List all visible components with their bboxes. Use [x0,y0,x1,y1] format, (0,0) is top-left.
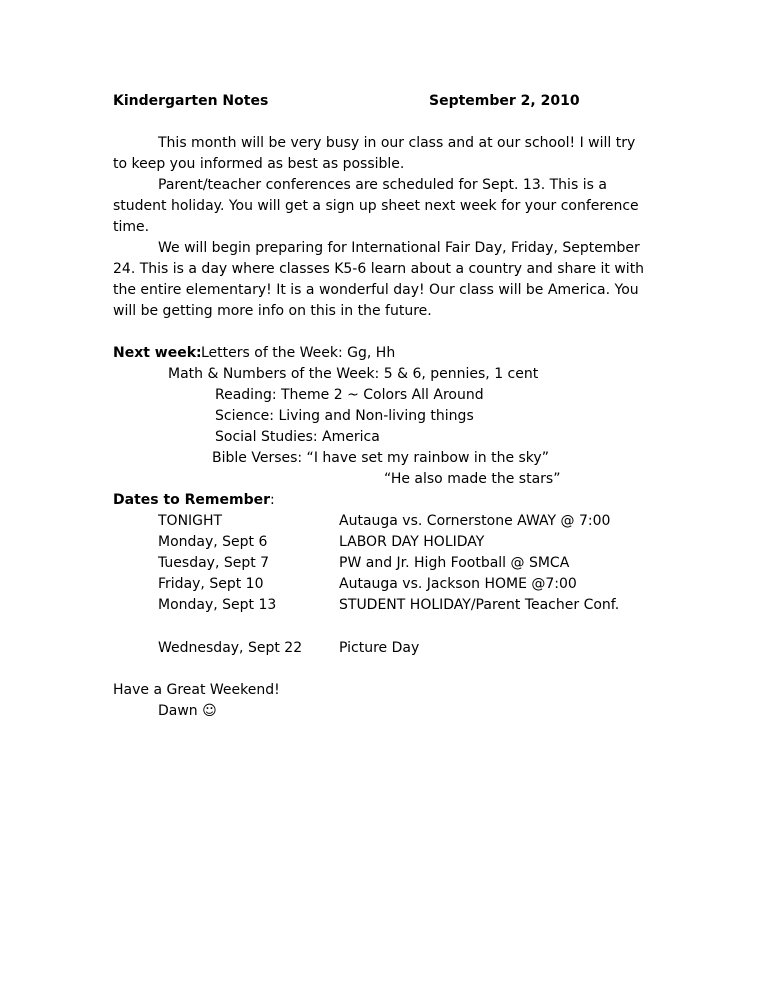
paragraph-line: to keep you informed as best as possible. [113,156,405,172]
paragraph-line: student holiday. You will get a sign up sheet next week for your conference [113,198,639,214]
signature: Dawn ☺ [158,703,217,719]
paragraph-line: This month will be very busy in our class and at our school! I will try [158,135,636,151]
date-row-day: Wednesday, Sept 22 [158,640,303,656]
science-topic: Science: Living and Non-living things [215,408,474,424]
reading-theme: Reading: Theme 2 ~ Colors All Around [215,387,484,403]
paragraph-line: time. [113,219,150,235]
date-row-event: LABOR DAY HOLIDAY [339,534,485,550]
date-row-day: Tuesday, Sept 7 [158,555,270,571]
bible-verse-1: Bible Verses: “I have set my rainbow in the sky” [212,450,549,466]
date-row-day: TONIGHT [158,513,223,529]
document-date: September 2, 2010 [429,93,580,109]
paragraph-line: the entire elementary! It is a wonderful day! Our class will be America. You [113,282,639,298]
date-row-day: Friday, Sept 10 [158,576,264,592]
dates-label-colon: : [270,492,275,508]
dates-heading [113,490,275,510]
date-row-event: PW and Jr. High Football @ SMCA [339,555,570,571]
letters-of-week: Letters of the Week: Gg, Hh [201,345,396,361]
bible-verse-2: “He also made the stars” [384,471,561,487]
date-row-day: Monday, Sept 6 [158,534,268,550]
paragraph-line: Parent/teacher conferences are scheduled for Sept. 13. This is a [158,177,607,193]
closing-line: Have a Great Weekend! [113,682,280,698]
date-row-event: STUDENT HOLIDAY/Parent Teacher Conf. [339,597,620,613]
math-numbers-of-week: Math & Numbers of the Week: 5 & 6, pennies, 1 cent [168,366,539,382]
date-row-event: Picture Day [339,640,420,656]
dates-label: Dates to Remember [113,492,271,508]
date-row-event: Autauga vs. Cornerstone AWAY @ 7:00 [339,513,611,529]
date-row-event: Autauga vs. Jackson HOME @7:00 [339,576,577,592]
paragraph-line: will be getting more info on this in the future. [113,303,432,319]
document-title: Kindergarten Notes [113,93,269,109]
social-studies-topic: Social Studies: America [215,429,380,445]
date-row-day: Monday, Sept 13 [158,597,277,613]
next-week-label: Next week: [113,345,202,361]
paragraph-line: We will begin preparing for International Fair Day, Friday, September [158,240,640,256]
paragraph-line: 24. This is a day where classes K5-6 learn about a country and share it with [113,261,645,277]
